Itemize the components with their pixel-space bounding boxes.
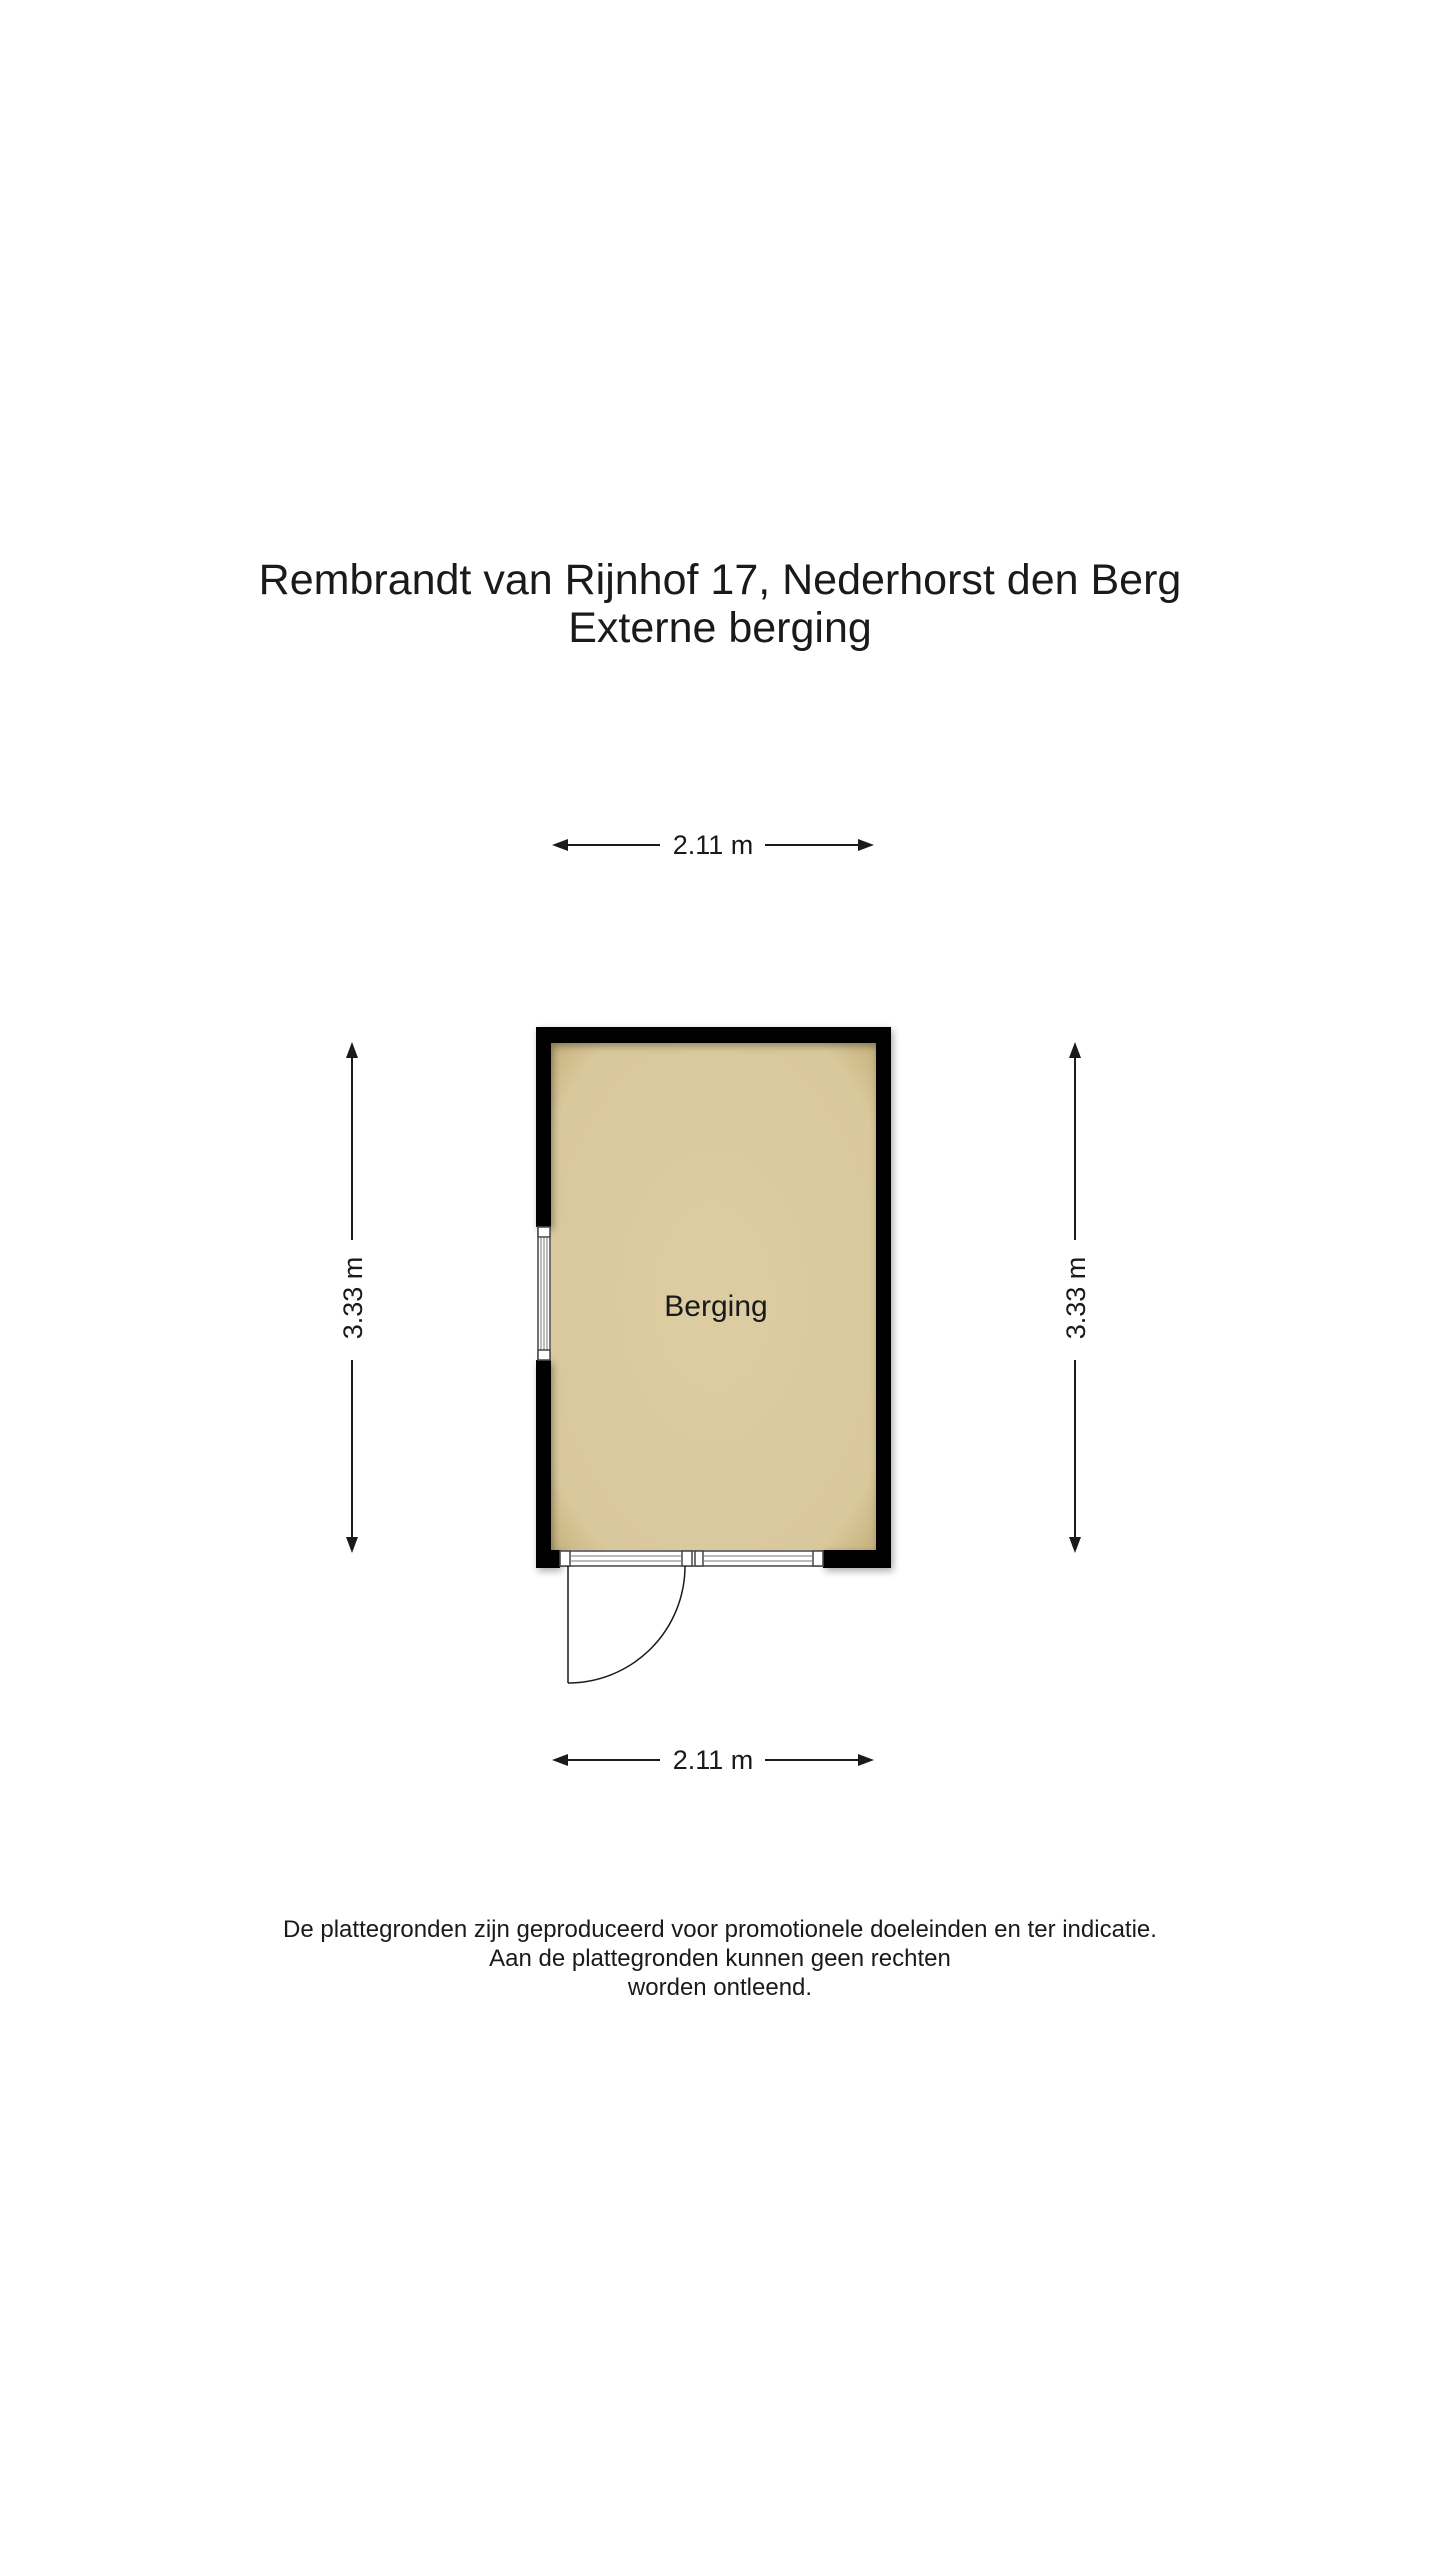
disclaimer-line-2: Aan de plattegronden kunnen geen rechten: [489, 1945, 951, 1972]
arrow-up-icon: [346, 1042, 358, 1058]
room-label: Berging: [664, 1290, 768, 1323]
window-left: [538, 1227, 550, 1360]
door-swing: [568, 1566, 685, 1683]
floor-title: Externe berging: [568, 604, 872, 652]
dimension-top: [552, 830, 874, 860]
dimension-bottom-label: 2.11 m: [672, 1745, 754, 1775]
room-berging: [536, 1027, 891, 1683]
arrow-right-icon: [858, 1754, 874, 1766]
door-and-window-bottom: [560, 1551, 823, 1566]
dimension-right: [1061, 1042, 1091, 1553]
dimension-left: [338, 1042, 368, 1553]
arrow-right-icon: [858, 839, 874, 851]
disclaimer: [0, 1915, 1440, 2002]
dimension-bottom: [552, 1745, 874, 1775]
disclaimer-line-1: De plattegronden zijn geproduceerd voor promotionele doeleinden en ter indicatie.: [283, 1916, 1157, 1943]
arrow-down-icon: [346, 1537, 358, 1553]
disclaimer-line-3: worden ontleend.: [627, 1974, 813, 2001]
arrow-up-icon: [1069, 1042, 1081, 1058]
address-title: Rembrandt van Rijnhof 17, Nederhorst den Berg: [258, 556, 1182, 604]
dimension-right-label: 3.33 m: [1061, 1256, 1091, 1340]
arrow-left-icon: [552, 1754, 568, 1766]
arrow-left-icon: [552, 839, 568, 851]
dimension-left-label: 3.33 m: [338, 1256, 368, 1340]
arrow-down-icon: [1069, 1537, 1081, 1553]
dimension-top-label: 2.11 m: [672, 830, 754, 860]
